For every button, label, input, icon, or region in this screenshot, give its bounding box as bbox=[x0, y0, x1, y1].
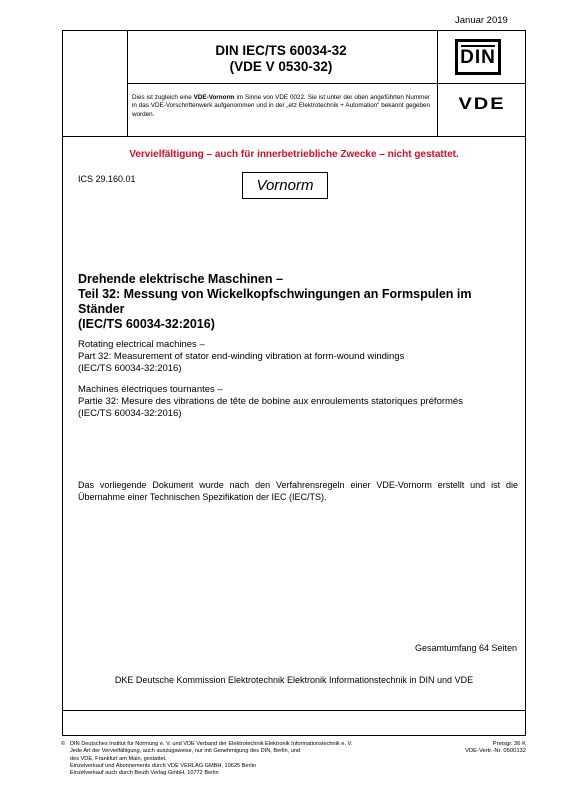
header-row-divider bbox=[127, 83, 525, 84]
order-number: VDE-Vertr.-Nr. 0500132 bbox=[465, 748, 526, 755]
vde-number: (VDE V 0530-32) bbox=[229, 59, 333, 74]
title-fr-line: Partie 32: Mesure des vibrations de tête de bobine aux enroulements statoriques préformés bbox=[78, 396, 463, 407]
header-bottom-rule bbox=[63, 136, 525, 137]
dke-commission: DKE Deutsche Kommission Elektrotechnik Elektronik Informationstechnik in DIN und VDE bbox=[114, 675, 474, 685]
standard-designation bbox=[129, 43, 433, 75]
cover-frame bbox=[62, 30, 526, 736]
vde-note-bold: VDE-Vornorm bbox=[193, 94, 235, 101]
vde-note-text-1: Dies ist zugleich eine bbox=[132, 94, 194, 101]
procedure-statement: Das vorliegende Dokument wurde nach den Verfahrensregeln einer VDE-Vornorm erstellt und ist die Übernahme einer Technischen Spezifikation der IEC (IEC/TS). bbox=[78, 480, 518, 502]
title-french bbox=[78, 384, 523, 420]
copyright-notice bbox=[62, 741, 462, 777]
publication-date: Januar 2019 bbox=[455, 15, 508, 26]
title-german bbox=[78, 272, 518, 332]
price-info bbox=[450, 741, 526, 756]
title-en-line: Rotating electrical machines – bbox=[78, 339, 205, 350]
vde-note-text-2: im Sinne von VDE 0022. Sie ist unter der oben angeführten Nummer in das VDE-Vorschriftenwerk aufgenommen und in der „etz Elektrotechnik + Automation“ bekannt gegeben worden. bbox=[132, 94, 430, 118]
copyright-line: des VDE, Frankfurt am Main, gestattet. bbox=[70, 755, 167, 762]
total-pages: Gesamtumfang 64 Seiten bbox=[414, 643, 517, 653]
copyright-line: Jede Art der Vervielfältigung, auch auszugsweise, nur mit Genehmigung des DIN, Berlin, und bbox=[70, 748, 301, 755]
title-de-line: Teil 32: Messung von Wickelkopfschwingungen an Formspulen im bbox=[78, 287, 472, 301]
vde-logo: VDE bbox=[458, 94, 506, 114]
title-de-line: Ständer bbox=[78, 302, 125, 316]
title-de-line: Drehende elektrische Maschinen – bbox=[78, 272, 283, 286]
title-fr-line: Machines électriques tournantes – bbox=[78, 384, 223, 395]
copyright-line: Einzelverkauf auch durch Beuth Verlag GmbH, 10772 Berlin bbox=[70, 770, 219, 777]
copyright-line: DIN Deutsches Institut für Normung e. V. und VDE Verband der Elektrotechnik Elektronik Informationstechnik e. V. bbox=[70, 741, 353, 747]
reproduction-warning: Vervielfältigung – auch für innerbetriebliche Zwecke – nicht gestattet. bbox=[129, 149, 459, 160]
ics-code: ICS 29.160.01 bbox=[78, 174, 136, 184]
vde-note bbox=[132, 94, 430, 119]
din-logo: DIN bbox=[455, 39, 501, 75]
footer-top-rule bbox=[63, 710, 525, 711]
title-en-line: (IEC/TS 60034-32:2016) bbox=[78, 363, 182, 374]
title-de-line: (IEC/TS 60034-32:2016) bbox=[78, 317, 215, 331]
vornorm-badge: Vornorm bbox=[242, 172, 328, 199]
copyright-line: Einzelverkauf und Abonnements durch VDE VERLAG GMBH, 10625 Berlin bbox=[70, 762, 256, 769]
title-en-line: Part 32: Measurement of stator end-winding vibration at form-wound windings bbox=[78, 351, 405, 362]
price-group: Preisgr. 36 K bbox=[492, 741, 526, 747]
standard-number: DIN IEC/TS 60034-32 bbox=[215, 43, 347, 58]
title-english bbox=[78, 339, 518, 375]
copyright-symbol: © bbox=[61, 741, 66, 747]
title-fr-line: (IEC/TS 60034-32:2016) bbox=[78, 408, 182, 419]
